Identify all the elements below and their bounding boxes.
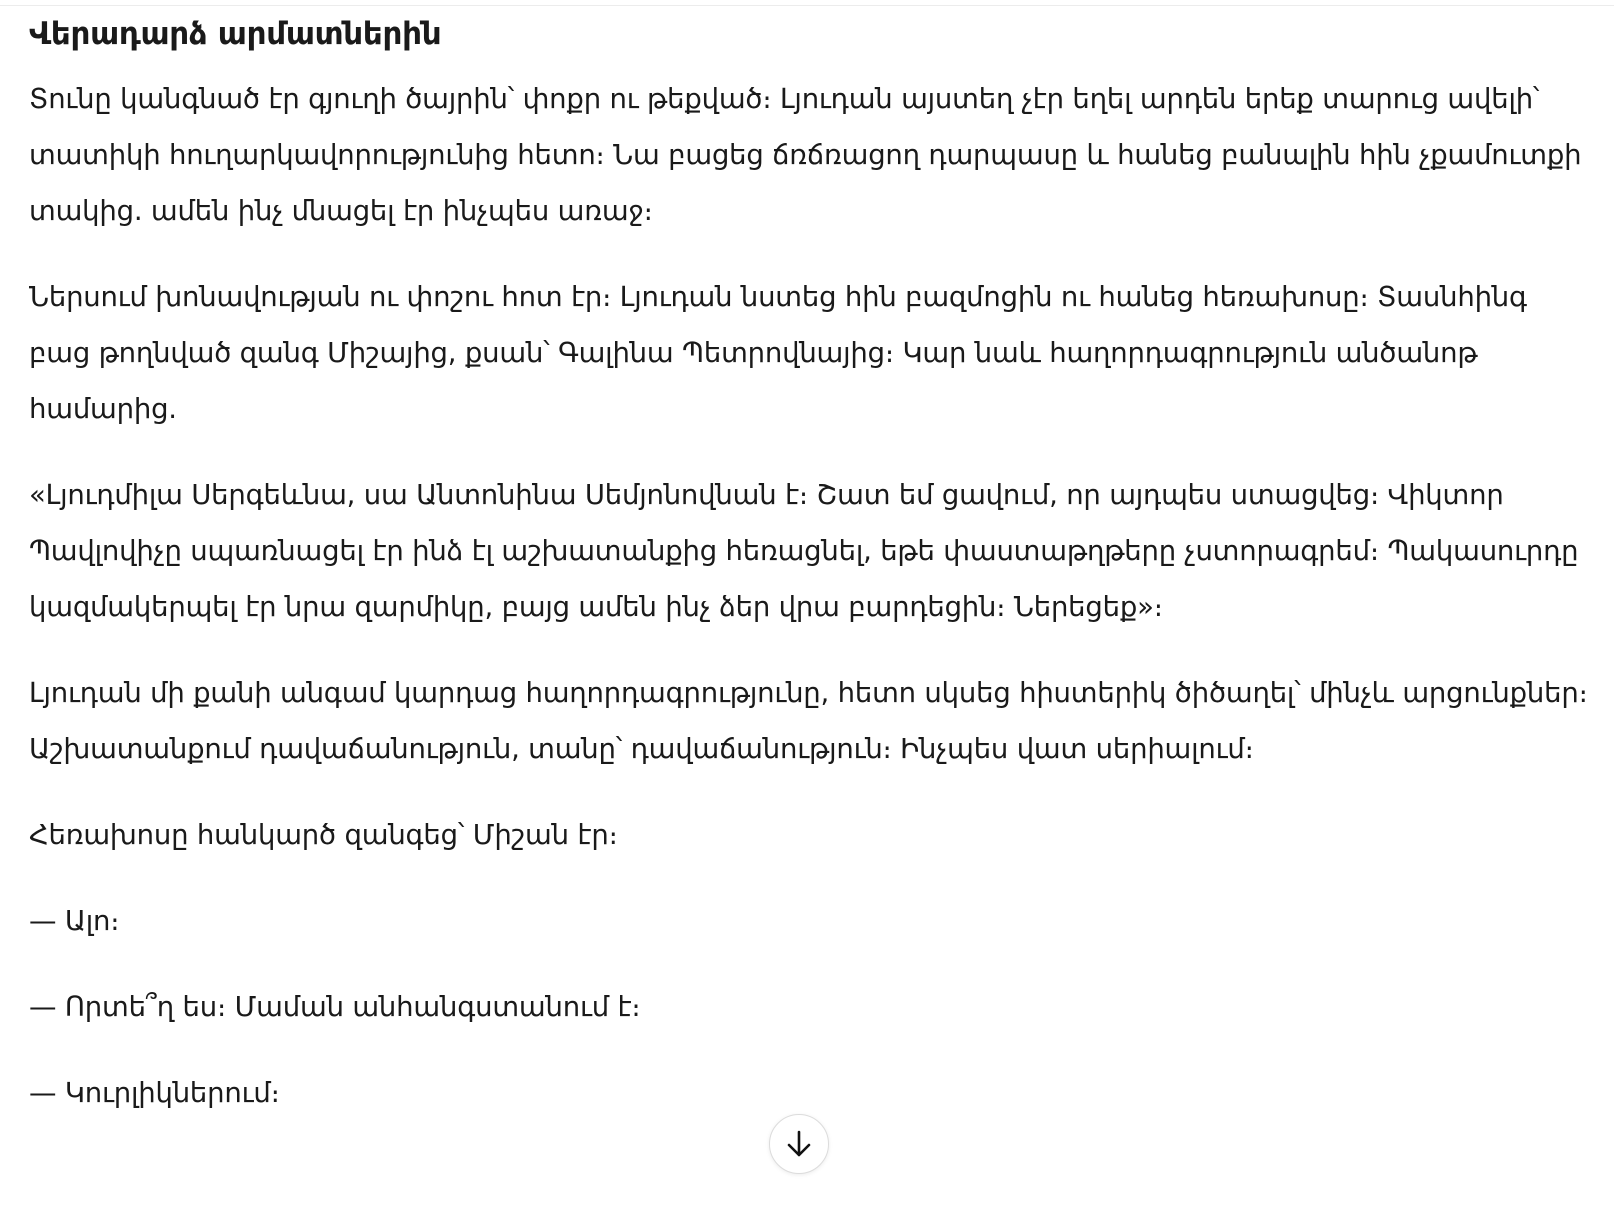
paragraph-3: «Լյուդմիլա Սերգեևնա, սա Անտոնինա Սեմյոնովնան է։ Շատ եմ ցավում, որ այդպես ստացվեց։ Վիկտոր Պավլովիչը սպառնացել էր ինձ էլ աշխատանքից հեռացնել, եթե փաստաթղթերը չստորագրեմ։ Պակասուրդը կազմակերպել էր նրա զարմիկը, բայց ամեն ինչ ձեր վրա բարդեցին։ Ներեցեք»։ [29,479,1579,623]
article [29,14,1589,1121]
dialogue-line-3: — Կուրլիկներում։ [29,1077,280,1109]
top-divider [0,5,1614,6]
dialogue-line-2: — Որտե՞ղ ես։ Մաման անհանգստանում է։ [29,991,641,1023]
arrow-down-icon [785,1129,813,1159]
paragraph-5: Հեռախոսը հանկարծ զանգեց՝ Միշան էր։ [29,819,618,851]
scroll-to-bottom-button[interactable] [769,1114,829,1174]
article-title: Վերադարձ արմատներին [29,16,442,52]
dialogue-line-1: — Ալո։ [29,905,120,937]
paragraph-1: Տունը կանգնած էր գյուղի ծայրին՝ փոքր ու թեքված։ Լյուդան այստեղ չէր եղել արդեն երեք տարուց ավելի՝ տատիկի հուղարկավորությունից հետո։ Նա բացեց ճռճռացող դարպասը և հանեց բանալին հին չքամուտքի տակից. ամեն ինչ մնացել էր ինչպես առաջ։ [29,83,1582,227]
paragraph-2: Ներսում խոնավության ու փոշու հոտ էր։ Լյուդան նստեց հին բազմոցին ու հանեց հեռախոսը։ Տասնհինգ բաց թողնված զանգ Միշայից, քսան՝ Գալինա Պետրովնայից։ Կար նաև հաղորդագրություն անծանոթ համարից. [29,281,1527,425]
paragraph-4: Լյուդան մի քանի անգամ կարդաց հաղորդագրությունը, հետո սկսեց հիստերիկ ծիծաղել՝ մինչև արցունքներ։ Աշխատանքում դավաճանություն, տանը՝ դավաճանություն։ Ինչպես վատ սերիալում։ [29,677,1588,765]
